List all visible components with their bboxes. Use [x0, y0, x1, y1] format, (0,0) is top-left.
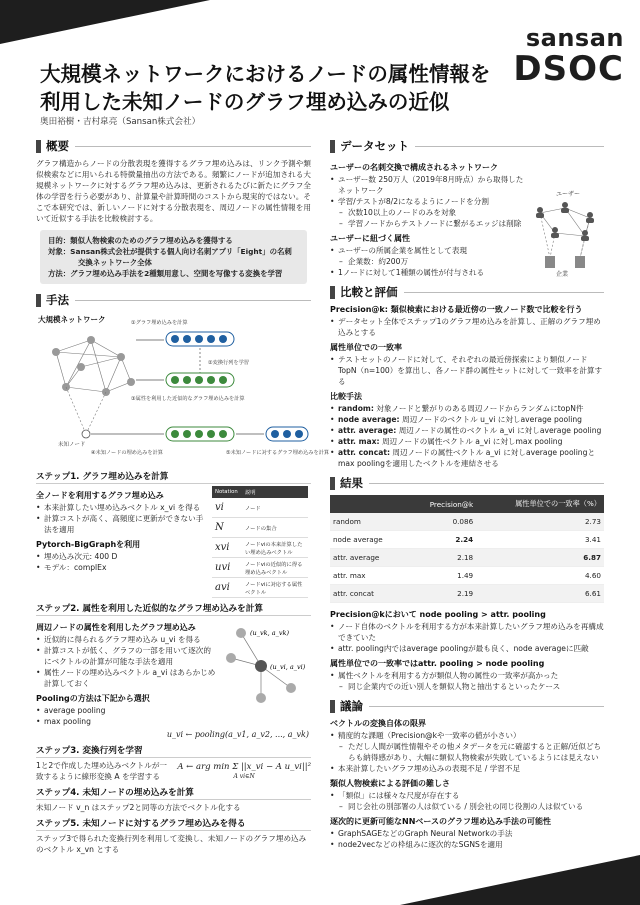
box-goal: 目的：類似人物検索のためのグラフ埋め込みを獲得する [48, 236, 233, 245]
step1-item: • 計算コストが高く、高頻度に更新ができない手法を適用 [36, 513, 208, 535]
right-column [330, 138, 604, 850]
results-cell: 2.73 [476, 513, 604, 531]
step2-formula: u_vi ← pooling(a_v1, a_v2, ..., a_vk) [166, 730, 309, 739]
results-item: • ノード自体のベクトルを利用する方が本来計算したいグラフ埋め込みを再構成できていた [330, 621, 604, 643]
step3-formula-under: A vi∈N [233, 773, 255, 780]
results-header: 属性単位での一致率（%） [476, 495, 604, 513]
eval-sub2: 属性単位での一致率 [330, 343, 402, 352]
discussion-subitem: – 同じ会社の別部署の人は似ている / 別会社の同じ役割の人は似ている [330, 801, 604, 812]
table-row [330, 549, 604, 567]
notation-header: Notation [212, 486, 242, 498]
notation-table [212, 486, 308, 598]
step2-item: • 属性ノードの埋め込みベクトル a_vi はあらかじめ計算しておく [36, 667, 216, 689]
embedding-vector-result [266, 427, 308, 441]
discussion-heading: 議論 [330, 698, 604, 714]
step1-block [36, 486, 311, 598]
step2-block [36, 618, 311, 727]
results-cell: attr. concat [330, 585, 407, 603]
step3-block [36, 760, 311, 782]
diagram-label-2: ②変換行列を学習 [208, 360, 249, 366]
results-cell: random [330, 513, 407, 531]
pooling-label-2: (u_vi, a_vi) [270, 663, 306, 671]
results-cell: 2.24 [407, 531, 476, 549]
results-cell: 3.41 [476, 531, 604, 549]
results-table [330, 495, 604, 603]
step2-item: • 計算コストが低く、グラフの一部を用いて逐次的にベクトルの計算が可能な手法を適用 [36, 645, 216, 667]
discussion-item: • node2vecなどの枠組みに逐次的なSGNSを適用 [330, 839, 604, 850]
user-icons [536, 202, 594, 241]
step2-title: ステップ2. 属性を利用した近似的なグラフ埋め込みを計算 [36, 602, 311, 616]
dataset-subitem: – 学習ノードからテストノードに繋がるエッジは削除 [330, 218, 530, 229]
step2-item: • max pooling [36, 716, 216, 727]
discussion-sub3: 逐次的に更新可能なNNベースのグラフ埋め込み手法の可能性 [330, 817, 551, 826]
overview-box [40, 230, 307, 284]
eval-sub3: 比較手法 [330, 392, 362, 401]
results-sub2: 属性単位での一致率ではattr. pooling > node pooling [330, 659, 545, 668]
neighbor-node [236, 628, 246, 638]
corner-decoration-bottom [400, 855, 640, 905]
box-method: 方法：グラフ埋め込み手法を2種類用意し、空間を写像する変換を学習 [48, 269, 283, 278]
step1-item: • 本来計算したい埋め込みベクトル x_vi を得る [36, 502, 208, 513]
diagram-network-label: 大規模ネットワーク [38, 315, 106, 324]
logo-line2: DSOC [513, 49, 624, 89]
results-header: Precision@k [407, 495, 476, 513]
step5-title: ステップ5. 未知ノードに対するグラフ埋め込みを得る [36, 817, 311, 831]
results-cell: node average [330, 531, 407, 549]
eval-heading: 比較と評価 [330, 284, 604, 300]
method-item: • attr. max: 周辺ノードの属性ベクトル a_vi に対しmax pooling [330, 436, 604, 447]
dataset-subitem: – 企業数：約200万 [330, 256, 530, 267]
pooling-label-1: (u_vk, a_vk) [250, 629, 289, 637]
notation-desc: ノードviの本来計算したい埋め込みベクトル [242, 538, 308, 558]
diagram-label-4: ④未知ノードの埋め込みを計算 [91, 450, 163, 456]
notation-sym: xvi [212, 538, 242, 558]
logo-line1: sansan [525, 24, 624, 52]
step1-item: • 埋め込み次元: 400 D [36, 551, 208, 562]
diagram-label-5: ⑤未知ノードに対するグラフ埋め込みを計算 [226, 450, 330, 456]
notation-sym: vi [212, 498, 242, 518]
results-subitem: – 同じ企業内での近い別人を類似人物と抽出するといったケース [330, 681, 604, 692]
neighbor-node [256, 693, 266, 703]
neighbor-node [286, 683, 296, 693]
results-cell: 2.18 [407, 549, 476, 567]
eval-sub1: Precision@k: 類似検索における最近傍の一致ノード数で比較を行う [330, 305, 583, 314]
dataset-item: • ユーザー数 250万人（2019年8月時点）から取得したネットワーク [330, 174, 530, 196]
step4-text: 未知ノード v_n はステップ2と同等の方法でベクトル化する [36, 803, 241, 812]
step1-item: • モデル：complEx [36, 562, 208, 573]
step2-sub2: Poolingの方法は下記から選択 [36, 694, 150, 703]
label-user: ユーザー [556, 191, 581, 198]
results-item: • attr. pooling内ではaverage poolingが最も良く、node averageに匹敵 [330, 643, 604, 654]
step4-title: ステップ4. 未知ノードの埋め込みを計算 [36, 786, 311, 800]
discussion-sub1: ベクトルの変換自体の限界 [330, 719, 426, 728]
results-cell: attr. average [330, 549, 407, 567]
notation-sym: N [212, 518, 242, 538]
box-target: 対象：Sansan株式会社が提供する個人向け名刺アプリ「Eight」の名刺交換ネットワーク全体 [48, 247, 292, 267]
dataset-item: • 学習/テストが8/2になるようにノードを分割 [330, 196, 530, 207]
step5-text: ステップ3で得られた変換行列を利用して変換し、未知ノードのグラフ埋め込みのベクトル x_vn とする [36, 834, 307, 854]
unknown-node-label: 未知ノード [58, 442, 86, 448]
step3-formula: A ← arg min Σ ||x_vi − A u_vi||² [177, 762, 311, 772]
notation-sym: uvi [212, 558, 242, 578]
table-row [330, 567, 604, 585]
results-cell: 1.49 [407, 567, 476, 585]
label-company: 企業 [556, 271, 569, 278]
table-row [330, 513, 604, 531]
method-heading: 手法 [36, 292, 311, 308]
dataset-heading: データセット [330, 138, 604, 154]
discussion-item: • 「類似」には様々な尺度が存在する [330, 790, 604, 801]
discussion-item: • GraphSAGEなどのGraph Neural Networkの手法 [330, 828, 604, 839]
sansan-dsoc-logo [513, 24, 624, 89]
dataset-item: • 1ノードに対して1種類の属性が付与される [330, 267, 530, 278]
table-row [330, 585, 604, 603]
method-diagram [36, 312, 330, 462]
notation-desc: ノードの集合 [242, 518, 308, 538]
overview-text: グラフ構造からノードの分散表現を獲得するグラフ埋め込みは、リンク予測や類似検索などに用いられる特徴量抽出の方法である。頻繁にノードが追加される大規模ネットワークに対するグラフ埋め込みは、更新されるたびに新たにグラフ全体の学習を行う必要があり、計算量や計算時間のコストから現実的ではない。そこで本研究では、新しいノードに対する分散表現を、周辺ノードの属性情報を用いて近似する手法を比較検討する。 [36, 159, 311, 223]
results-header [330, 495, 407, 513]
results-cell: 6.61 [476, 585, 604, 603]
results-cell: 2.19 [407, 585, 476, 603]
embedding-vector-green-2 [166, 427, 234, 441]
unknown-node-icon [82, 430, 90, 438]
center-node [255, 660, 267, 672]
results-item: • 属性ベクトルを利用する方が類似人物の属性の一致率が高かった [330, 670, 604, 681]
dataset-sub1: ユーザーの名刺交換で構成されるネットワーク [330, 163, 498, 172]
authors: 奥田裕樹・吉村皐亮（Sansan株式会社） [40, 117, 201, 127]
method-item: • random: 対象ノードと繋がりのある周辺ノードからランダムにtopN件 [330, 403, 604, 414]
network-nodes [52, 336, 135, 396]
step2-item: • 近似的に得られるグラフ埋め込み u_vi を得る [36, 634, 216, 645]
notation-sym: avi [212, 578, 242, 598]
results-cell: attr. max [330, 567, 407, 585]
method-item: • node average: 周辺ノードのベクトル u_vi に対しaverage pooling [330, 414, 604, 425]
neighbor-node [226, 653, 236, 663]
step2-sub1: 周辺ノードの属性を利用したグラフ埋め込み [36, 623, 196, 632]
step3-title: ステップ3. 変換行列を学習 [36, 744, 311, 758]
corner-decoration-top [0, 0, 210, 44]
overview-heading: 概要 [36, 138, 311, 154]
results-cell: 0.086 [407, 513, 476, 531]
step1-title: ステップ1. グラフ埋め込みを計算 [36, 470, 311, 484]
step1-sub2: Pytorch-BigGraphを利用 [36, 540, 141, 549]
step3-text: 1と2で作成した埋め込みベクトルが一致するように線形変換 A を学習する [36, 761, 168, 781]
pooling-diagram [216, 618, 311, 708]
results-sub1: Precision@kにおいて node pooling > attr. pooling [330, 610, 546, 619]
diagram-label-1: ①グラフ埋め込みを計算 [131, 320, 188, 326]
discussion-item: • 本来計算したいグラフ埋め込みの表現不足 / 学習不足 [330, 763, 604, 774]
method-item: • attr. average: 周辺ノードの属性のベクトル a_vi に対しaverage pooling [330, 425, 604, 436]
discussion-subitem: – ただし人間が属性情報やその他メタデータを元に確認すると正解/近似どちらも納得感があり、大幅に類似人物検索が失敗しているようには見えない [330, 741, 604, 763]
poster-title: 大規模ネットワークにおけるノードの属性情報を利用した未知ノードのグラフ埋め込みの近似 [40, 62, 491, 114]
diagram-label-3: ③属性を利用した近似的なグラフ埋め込みを計算 [131, 396, 245, 402]
company-building-icons [545, 256, 585, 268]
discussion-item: • 精度的な課題（Precision@kや一致率の値が小さい） [330, 730, 604, 741]
dataset-sub2: ユーザーに紐づく属性 [330, 234, 410, 243]
dataset-diagram [530, 158, 604, 278]
results-cell: 6.87 [476, 549, 604, 567]
notation-desc: ノードviの近似的に得る埋め込みベクトル [242, 558, 308, 578]
method-item: • attr. concat: 周辺ノードの属性ベクトル a_vi に対しaverage poolingとmax poolingを適用したベクトルを連結させる [330, 447, 604, 469]
notation-desc: ノード [242, 498, 308, 518]
left-column [36, 138, 330, 855]
dataset-item: • ユーザーの所属企業を属性として表現 [330, 245, 530, 256]
eval-item: • テストセットのノードに対して、それぞれの最近傍探索により類似ノードTopN（n=100）を算出し、各ノード群の属性セットに対して一致率を計算する [330, 354, 604, 387]
notation-desc: ノードviに対応する属性ベクトル [242, 578, 308, 598]
step2-item: • average pooling [36, 705, 216, 716]
embedding-vector-green [166, 373, 234, 387]
table-row [330, 531, 604, 549]
dataset-subitem: – 次数10以上のノードのみを対象 [330, 207, 530, 218]
step1-sub1: 全ノードを利用するグラフ埋め込み [36, 491, 164, 500]
embedding-vector-blue [166, 332, 234, 346]
eval-item: • データセット全体でステップ1のグラフ埋め込みを計算し、正解のグラフ埋め込みとする [330, 316, 604, 338]
notation-header: 説明 [242, 486, 308, 498]
results-heading: 結果 [330, 475, 604, 491]
discussion-sub2: 類似人物検索による評価の難しさ [330, 779, 450, 788]
results-cell: 4.60 [476, 567, 604, 585]
